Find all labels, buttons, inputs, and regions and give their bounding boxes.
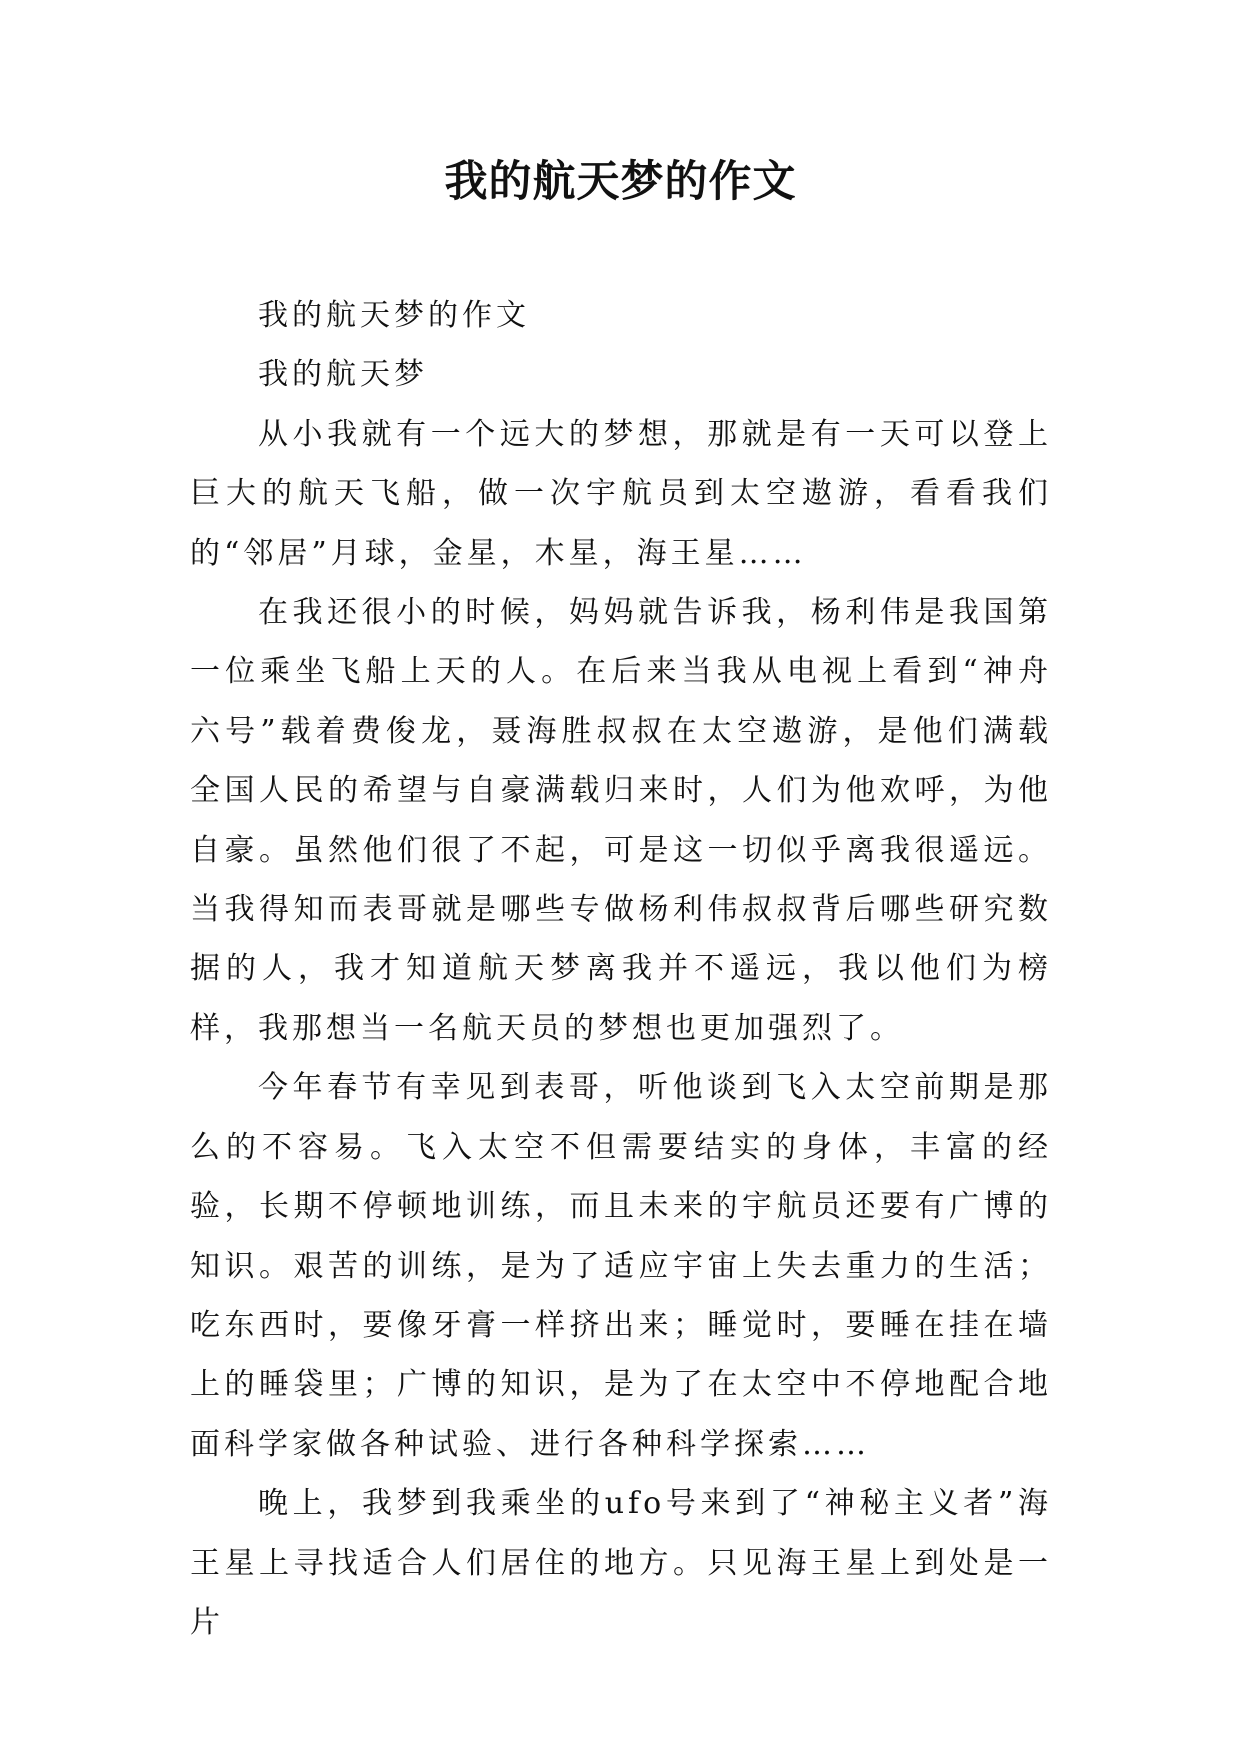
paragraph-subtitle: 我的航天梦的作文	[258, 298, 530, 333]
paragraph: 从小我就有一个远大的梦想，那就是有一天可以登上巨大的航天飞船，做一次宇航员到太空遨游，看看我们的“邻居”月球，金星，木星，海王星……	[190, 416, 1052, 571]
document-title: 我的航天梦的作文	[444, 157, 797, 207]
paragraph: 在我还很小的时候，妈妈就告诉我，杨利伟是我国第一位乘坐飞船上天的人。在后来当我从电视上看到“神舟六号”载着费俊龙，聂海胜叔叔在太空遨游，是他们满载全国人民的希望与自豪满载归来时，人们为他欢呼，为他自豪。虽然他们很了不起，可是这一切似乎离我很遥远。当我得知而表哥就是哪些专做杨利伟叔叔背后哪些研究数据的人，我才知道航天梦离我并不遥远，我以他们为榜样，我那想当一名航天员的梦想也更加强烈了。	[190, 595, 1052, 1046]
paragraph-heading: 我的航天梦	[258, 357, 428, 393]
paragraph: 今年春节有幸见到表哥，听他谈到飞入太空前期是那么的不容易。飞入太空不但需要结实的身体，丰富的经验，长期不停顿地训练，而且未来的宇航员还要有广博的知识。艰苦的训练，是为了适应宇宙上失去重力的生活；吃东西时，要像牙膏一样挤出来；睡觉时，要睡在挂在墙上的睡袋里；广博的知识，是为了在太空中不停地配合地面科学家做各种试验、进行各种科学探索……	[190, 1070, 1052, 1462]
paragraph: 晚上，我梦到我乘坐的ufo号来到了“神秘主义者”海王星上寻找适合人们居住的地方。只见海王星上到处是一片	[190, 1486, 1052, 1640]
document-body	[190, 286, 1052, 1652]
